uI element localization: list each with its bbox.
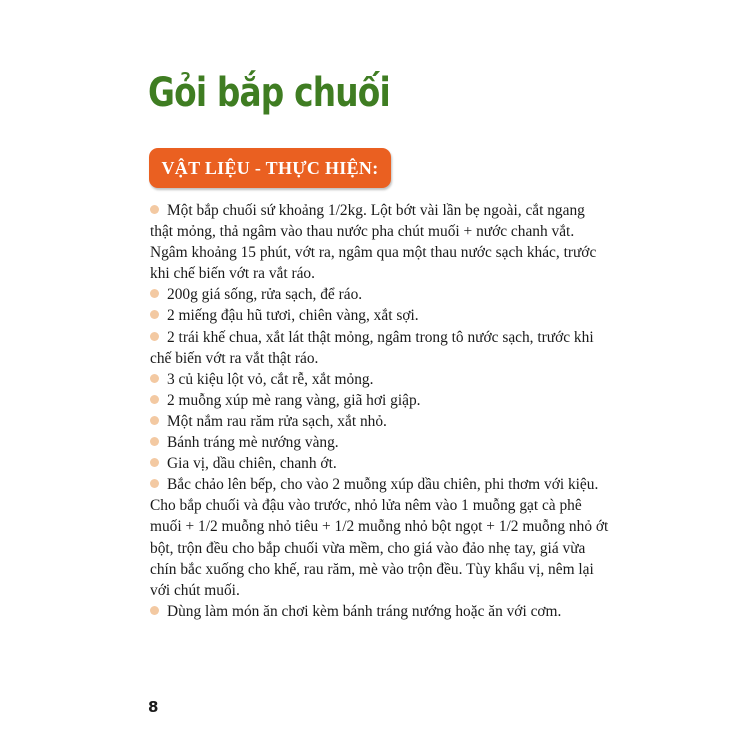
section-badge [149,148,391,188]
bullet-icon [150,437,159,446]
bullet-icon [150,416,159,425]
bullet-icon [150,289,159,298]
bullet-icon [150,395,159,404]
list-item-text: 2 muỗng xúp mè rang vàng, giã hơi giập. [167,391,421,409]
list-item [150,474,610,601]
list-item [150,327,610,369]
list-item [150,601,610,622]
bullet-icon [150,374,159,383]
recipe-steps-list [150,200,610,622]
list-item [150,369,610,390]
bullet-icon [150,310,159,319]
page-title: Gỏi bắp chuối [148,70,390,116]
list-item-text: Bánh tráng mè nướng vàng. [167,434,339,452]
list-item-text: 200g giá sống, rửa sạch, để ráo. [167,286,363,304]
bullet-icon [150,479,159,488]
list-item [150,284,610,305]
list-item [150,453,610,474]
list-item-text: Bắc chảo lên bếp, cho vào 2 muỗng xúp dầu chiên, phi thơm với kiệu. Cho bắp chuối và đậu vào trước, nhỏ lửa nêm vào 1 muỗng gạt cà phê muối + 1/2 muỗng nhỏ tiêu + 1/2 muỗng nhỏ bột ngọt + 1/2 muỗng nhỏ ớt bột, trộn đều cho bắp chuối vừa mềm, cho giá vào đảo nhẹ tay, giá vừa chín bắc xuống cho khế, rau răm, mè vào trộn đều. Tùy khẩu vị, nêm lại với chút muối. [150,476,609,599]
bullet-icon [150,332,159,341]
bullet-icon [150,606,159,615]
list-item-text: Một bắp chuối sứ khoảng 1/2kg. Lột bớt vài lần bẹ ngoài, cắt ngang thật mỏng, thả ngâm vào thau nước pha chút muối + nước chanh vắt. Ngâm khoảng 15 phút, vớt ra, ngâm qua một thau nước sạch khác, trước khi chế biến vớt ra vắt ráo. [150,202,597,283]
list-item-text: Dùng làm món ăn chơi kèm bánh tráng nướng hoặc ăn với cơm. [167,602,562,620]
list-item-text: 2 miếng đậu hũ tươi, chiên vàng, xắt sợi. [167,307,419,325]
list-item [150,432,610,453]
list-item-text: 2 trái khế chua, xắt lát thật mỏng, ngâm trong tô nước sạch, trước khi chế biến vớt ra vắt thật ráo. [150,328,594,367]
list-item [150,200,610,284]
list-item-text: Một nắm rau răm rửa sạch, xắt nhỏ. [167,412,387,430]
list-item [150,305,610,326]
bullet-icon [150,458,159,467]
list-item [150,390,610,411]
list-item-text: Gia vị, dầu chiên, chanh ớt. [167,455,337,473]
section-badge-label: VẬT LIỆU - THỰC HIỆN: [161,157,379,178]
list-item-text: 3 củ kiệu lột vỏ, cắt rễ, xắt mỏng. [167,370,374,388]
list-item [150,411,610,432]
bullet-icon [150,205,159,214]
page-number: 8 [148,698,159,716]
